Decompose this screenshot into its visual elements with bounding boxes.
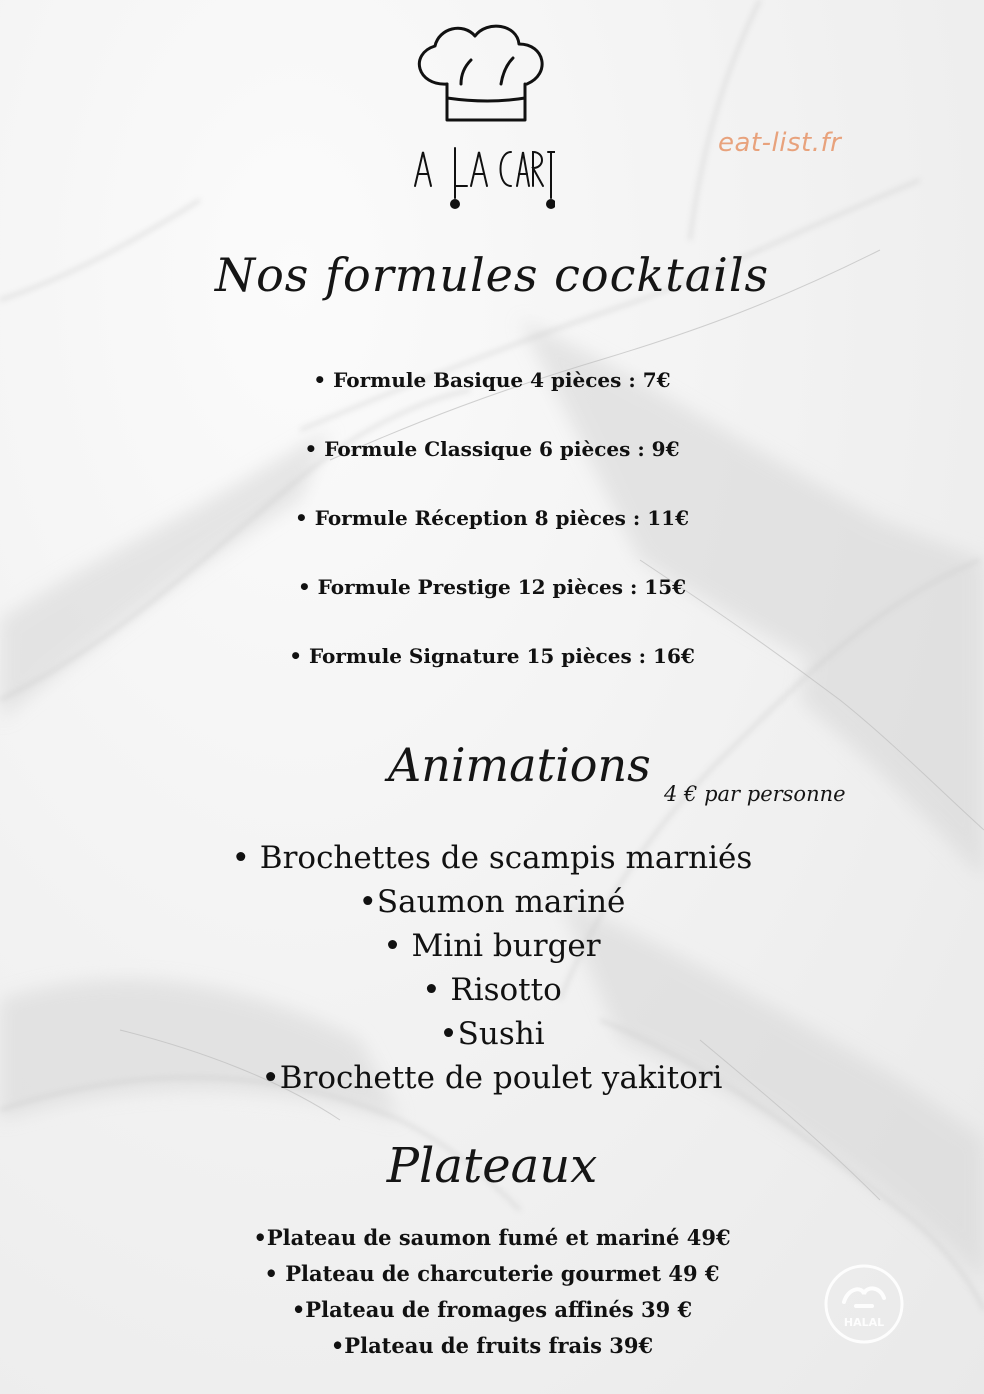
animation-item: •Brochette de poulet yakitori [261,1060,723,1096]
plateau-item: •Plateau de fruits frais 39€ [330,1333,654,1358]
animations-price-note: 4 € par personne [664,782,846,806]
watermark-text[interactable]: eat-list.fr [718,128,842,158]
halal-badge-label: HALAL [843,1316,885,1329]
animation-item: •Sushi [439,1016,545,1052]
formule-item: • Formule Signature 15 pièces : 16€ [289,644,695,668]
plateau-item: •Plateau de saumon fumé et mariné 49€ [253,1225,731,1250]
animation-item: •Saumon mariné [358,884,626,920]
animation-item: • Risotto [422,972,562,1008]
formule-item: • Formule Classique 6 pièces : 9€ [304,437,680,461]
formules-list [0,368,984,713]
formule-item: • Formule Prestige 12 pièces : 15€ [297,575,687,599]
plateaux-title: Plateaux [386,1138,598,1194]
animations-list [0,838,984,1102]
halal-badge-icon [822,1262,906,1346]
animation-item: • Brochettes de scampis marniés [231,840,753,876]
chef-hat-logo [405,18,555,213]
animation-item: • Mini burger [383,928,601,964]
animations-title: Animations [388,738,651,792]
formules-title: Nos formules cocktails [214,248,770,302]
formule-item: • Formule Basique 4 pièces : 7€ [313,368,671,392]
plateau-item: • Plateau de charcuterie gourmet 49 € [264,1261,720,1286]
formule-item: • Formule Réception 8 pièces : 11€ [294,506,690,530]
plateau-item: •Plateau de fromages affinés 39 € [291,1297,693,1322]
